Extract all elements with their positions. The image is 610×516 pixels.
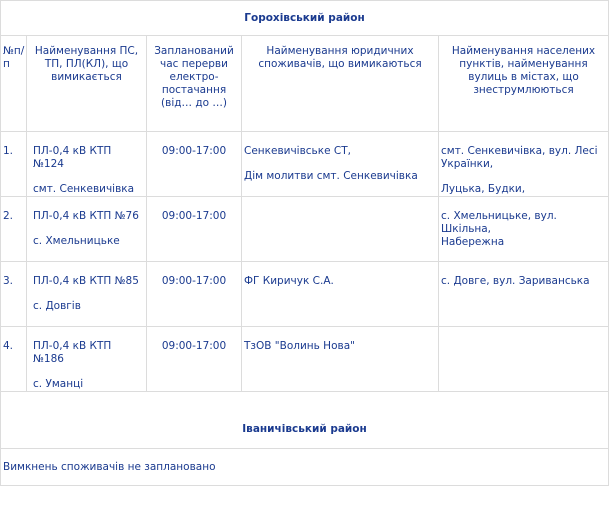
table-row (1, 262, 609, 327)
header-ps: Найменування ПС, ТП, ПЛ(КЛ), що вимикається (27, 36, 147, 132)
region-title: Іваничівський район (1, 392, 609, 449)
row-locations: с. Довге, вул. Зариванська (439, 262, 609, 327)
row-line: ПЛ-0,4 кВ КТП №76 с. Хмельницьке (27, 197, 147, 262)
row-consumers (242, 197, 439, 262)
header-locations: Найменування населених пунктів, найменування вулиць в містах, що знеструмлюються (439, 36, 609, 132)
table-row (1, 132, 609, 197)
row-locations: с. Хмельницьке, вул. Шкільна, Набережна (439, 197, 609, 262)
row-time: 09:00-17:00 (147, 262, 242, 327)
header-row (1, 36, 609, 132)
row-consumers: ТзОВ "Волинь Нова" (242, 327, 439, 392)
no-outages-note: Вимкнень споживачів не заплановано (1, 449, 609, 486)
row-num: 2. (1, 197, 27, 262)
region-title: Горохівський район (1, 1, 609, 36)
row-consumers: Сенкевичівське СТ, Дім молитви смт. Сенкевичівка (242, 132, 439, 197)
header-num: №п/п (1, 36, 27, 132)
table-row (1, 327, 609, 392)
row-num: 3. (1, 262, 27, 327)
table-row (1, 197, 609, 262)
region-row (1, 392, 609, 449)
row-time: 09:00-17:00 (147, 132, 242, 197)
note-row (1, 449, 609, 486)
row-num: 1. (1, 132, 27, 197)
row-num: 4. (1, 327, 27, 392)
row-line: ПЛ-0,4 кВ КТП №124 смт. Сенкевичівка (27, 132, 147, 197)
row-locations: смт. Сенкевичівка, вул. Лесі Українки, Луцька, Будки, (439, 132, 609, 197)
row-line: ПЛ-0,4 кВ КТП №85 с. Довгів (27, 262, 147, 327)
region-row (1, 1, 609, 36)
header-consumers: Найменування юридичних споживачів, що вимикаються (242, 36, 439, 132)
row-locations (439, 327, 609, 392)
row-consumers: ФГ Киричук С.А. (242, 262, 439, 327)
row-line: ПЛ-0,4 кВ КТП №186 с. Уманці (27, 327, 147, 392)
header-time: Запланований час перерви електро-постачання (від… до …) (147, 36, 242, 132)
row-time: 09:00-17:00 (147, 327, 242, 392)
row-time: 09:00-17:00 (147, 197, 242, 262)
